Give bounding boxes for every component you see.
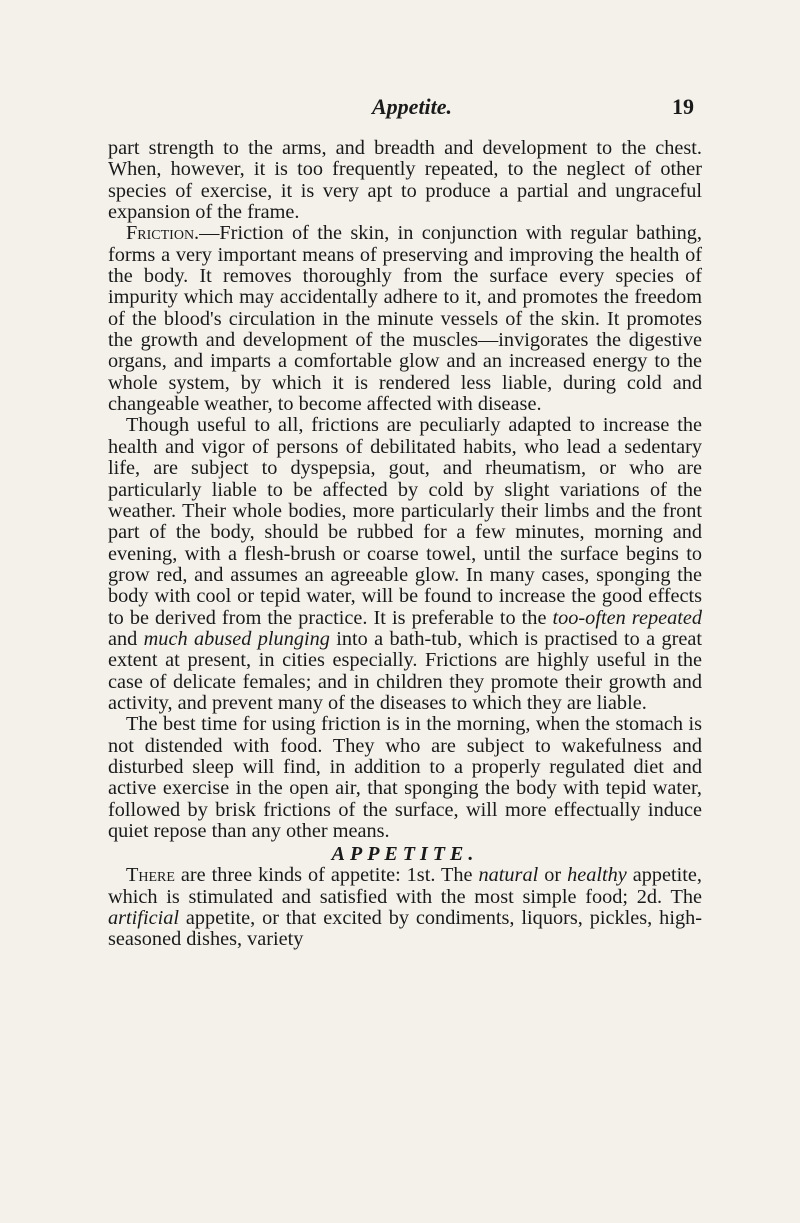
friction-uses-text-a: Though useful to all, frictions are peculiarly adapted to increase the health and vigor of persons of debilitated habits, who lead a sedentary life, are subject to dyspepsia, gout, and rheumatism, or who are particularly liable to be affected by cold by slight variations of the weather. Their whole bodies, more particularly their limbs and the front part of the body, should be rubbed for a few minutes, morning and evening, with a flesh-brush or coarse towel, until the surface begins to grow red, and assumes an agreeable glow. In many cases, sponging the body with cool or tepid water, will be found to increase the good effects to be derived from the practice. It is preferable to the: [108, 414, 702, 629]
friction-uses-text-b: and: [108, 627, 144, 650]
running-head-title: Appetite.: [372, 94, 453, 119]
friction-heading: Friction.: [126, 222, 200, 245]
paragraph-friction-uses: [108, 415, 702, 714]
paragraph-exercise-continuation: part strength to the arms, and breadth and development to the chest. When, however, it is too frequently repeated, to the neglect of other species of exercise, it is very apt to produce a partial and ungraceful expansion of the frame.: [108, 137, 702, 224]
appetite-text-b: or: [538, 864, 568, 887]
section-heading-appetite: APPETITE.: [331, 843, 479, 866]
appetite-text-d: appetite, or that excited by condiments, liquors, pickles, high-seasoned dishes, variety: [108, 907, 702, 951]
appetite-lead-word: There: [126, 864, 175, 887]
running-head: [0, 94, 800, 124]
page-number: 19: [672, 94, 694, 119]
friction-uses-text-c: into a bath-tub, which is practised to a great extent at present, in cities especially. Frictions are highly useful in the case of delicate females; and in children they promote their growth and activity, and prevent many of the diseases to which they are liable.: [108, 627, 702, 714]
emphasis-natural: natural: [478, 864, 539, 887]
emphasis-too-often-repeated: too-often repeated: [552, 606, 703, 629]
paragraph-appetite-kinds: [108, 865, 702, 950]
appetite-text-a: are three kinds of appetite: 1st. The: [174, 864, 479, 887]
paragraph-friction: [108, 223, 702, 415]
friction-text: —Friction of the skin, in conjunction with regular bathing, forms a very important means of preserving and improving the health of the body. It removes thoroughly from the surface every species of impurity which may accidentally adhere to it, and promotes the freedom of the blood's circulation in the minute vessels of the skin. It promotes the growth and development of the muscles—invigorates the digestive organs, and imparts a comfortable glow and an increased energy to the whole system, by which it is rendered less liable, during cold and changeable weather, to become affected with disease.: [108, 222, 702, 416]
paragraph-best-time: The best time for using friction is in the morning, when the stomach is not distended with food. They who are subject to wakefulness and disturbed sleep will find, in addition to a properly regulated diet and active exercise in the open air, that sponging the body with tepid water, followed by brisk frictions of the surface, will more effectually induce quiet repose than any other means.: [108, 713, 702, 842]
emphasis-much-abused-plunging: much abused plunging: [143, 627, 330, 650]
emphasis-healthy: healthy: [567, 864, 627, 887]
appetite-text-c: appetite, which is stimulated and satisfied with the most simple food; 2d. The: [108, 864, 702, 908]
emphasis-artificial: artificial: [108, 907, 179, 930]
body-text: [108, 138, 702, 951]
